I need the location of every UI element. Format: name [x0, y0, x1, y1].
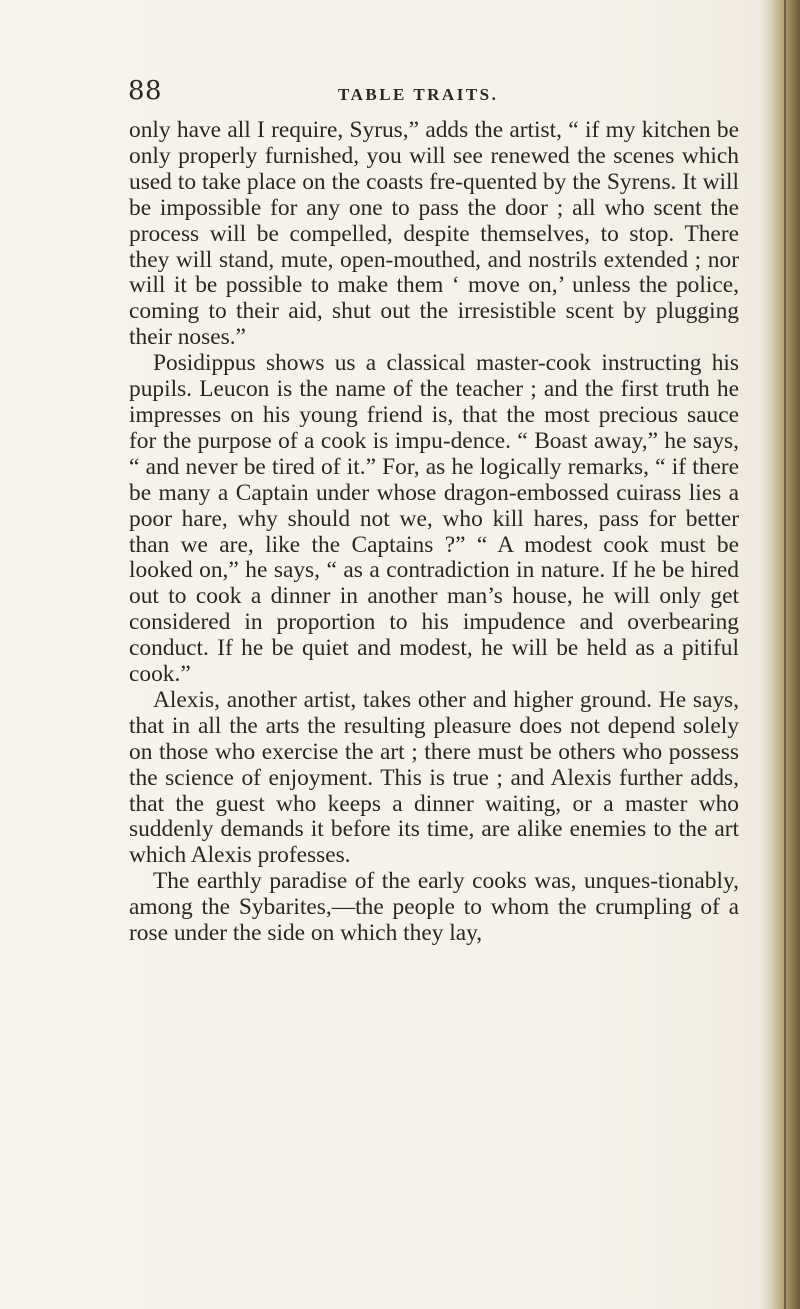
page-gutter-line — [784, 0, 786, 1309]
paragraph: The earthly paradise of the early cooks was, unques-tionably, among the Sybarites,—the people to whom the crumpling of a rose under the side on which they lay, — [129, 868, 739, 947]
running-title: TABLE TRAITS. — [338, 85, 499, 104]
paragraph: Alexis, another artist, takes other and higher ground. He says, that in all the arts the resulting pleasure does not depend solely on those who exercise the art ; there must be others who possess the science of enjoyment. This is true ; and Alexis further adds, that the guest who keeps a dinner waiting, or a master who suddenly demands it before its time, are alike enemies to the art which Alexis professes. — [129, 686, 739, 869]
paragraph: only have all I require, Syrus,” adds the artist, “ if my kitchen be only properly furnished, you will see renewed the scenes which used to take place on the coasts fre-quented by the Syrens. It will be impossible for any one to pass the door ; all who scent the process will be compelled, despite themselves, to stop. There they will stand, mute, open-mouthed, and nostrils extended ; nor will it be possible to make them ‘ move on,’ unless the police, coming to their aid, shut out the irresistible scent by plugging their noses.” — [129, 117, 739, 351]
body-text — [129, 118, 739, 947]
page-edge-shadow — [762, 0, 800, 1309]
page-number: 88 — [128, 76, 163, 106]
paragraph: Posidippus shows us a classical master-cook instructing his pupils. Leucon is the name of the teacher ; and the first truth he impresses on his young friend is, that the most precious sauce for the purpose of a cook is impu-dence. “ Boast away,” he says, “ and never be tired of it.” For, as he logically remarks, “ if there be many a Captain under whose dragon-embossed cuirass lies a poor hare, why should not we, who kill hares, pass for better than we are, like the Captains ?” “ A modest cook must be looked on,” he says, “ as a contradiction in nature. If he be hired out to cook a dinner in another man’s house, he will only get considered in proportion to his impudence and overbearing conduct. If he be quiet and modest, he will be held as a pitiful cook.” — [129, 350, 739, 688]
page-header — [128, 76, 738, 116]
